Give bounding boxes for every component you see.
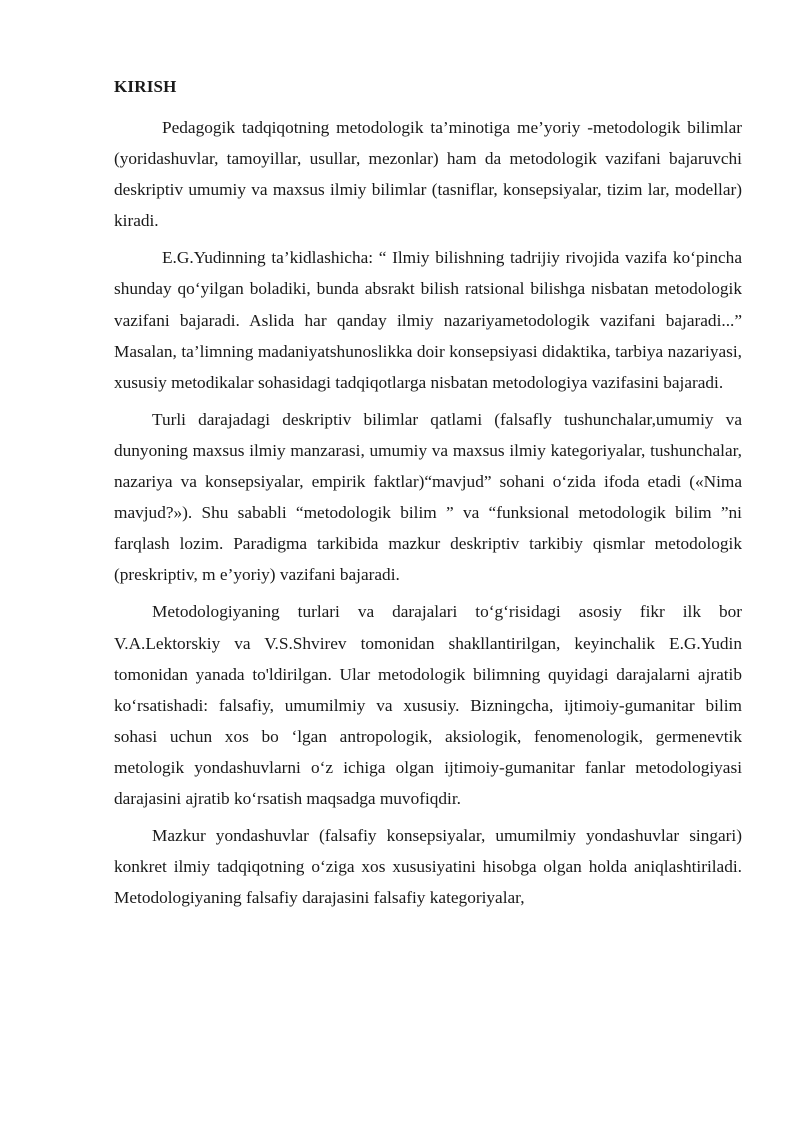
paragraph-2: E.G.Yudinning ta’kidlashicha: “ Ilmiy bilishning tadrijiy rivojida vazifa ko‘pincha shunday qo‘yilgan boladiki, bunda absrakt bilish ratsional bilishga nisbatan metodologik vazifani bajaradi. Aslida har qanday ilmiy nazariyametodologik vazifani bajaradi...” Masalan, ta’limning madaniyatshunoslikka doir konsepsiyasi didaktika, tarbiya nazariyasi, xususiy metodikalar sohasidagi tadqiqotlarga nisbatan metodologiya vazifasini bajaradi.	[114, 248, 742, 392]
paragraph-3: Turli darajadagi deskriptiv bilimlar qatlami (falsafly tushunchalar,umumiy va dunyoning maxsus ilmiy manzarasi, umumiy va maxsus ilmiy kategoriyalar, tushunchalar, nazariya va konsepsiyalar, empirik faktlar)“mavjud” sohani o‘zida ifoda etadi («Nima mavjud?»). Shu sababli “metodologik bilim ” va “funksional metodologik bilim ”ni farqlash lozim. Paradigma tarkibida mazkur deskriptiv tarkibiy qismlar metodologik (preskriptiv, m e’yoriy) vazifani bajaradi.	[114, 409, 742, 585]
paragraph-4: Metodologiyaning turlari va darajalari to‘g‘risidagi asosiy fikr ilk bor V.A.Lektorskiy va V.S.Shvirev tomonidan shakllantirilgan, keyinchalik E.G.Yudin tomonidan yanada to'ldirilgan. Ular metodologik bilimning quyidagi darajalarni ajratib ko‘rsatishadi: falsafiy, umumilmiy va xususiy. Bizningcha, ijtimoiy-gumanitar bilim sohasi uchun xos bo ‘lgan antropologik, aksiologik, fenomenologik, germenevtik metologik yondashuvlarni o‘z ichiga olgan ijtimoiy-gumanitar fanlar metodologiyasi darajasini ajratib ko‘rsatish maqsadga muvofiqdir.	[114, 602, 742, 808]
paragraph-5: Mazkur yondashuvlar (falsafiy konsepsiyalar, umumilmiy yondashuvlar singari) konkret ilmiy tadqiqotning o‘ziga xos xususiyatini hisobga olgan holda aniqlashtiriladi. Metodologiyaning falsafiy darajasini falsafiy kategoriyalar,	[114, 826, 742, 908]
paragraph-1: Pedagogik tadqiqotning metodologik ta’minotiga me’yoriy -metodologik bilimlar (yoridashuvlar, tamoyillar, usullar, mezonlar) ham da metodologik vazifani bajaruvchi deskriptiv umumiy va maxsus ilmiy bilimlar (tasniflar, konsepsiyalar, tizim lar, modellar) kiradi.	[114, 118, 742, 231]
section-heading: KIRISH	[114, 77, 177, 96]
document-page	[114, 72, 742, 919]
